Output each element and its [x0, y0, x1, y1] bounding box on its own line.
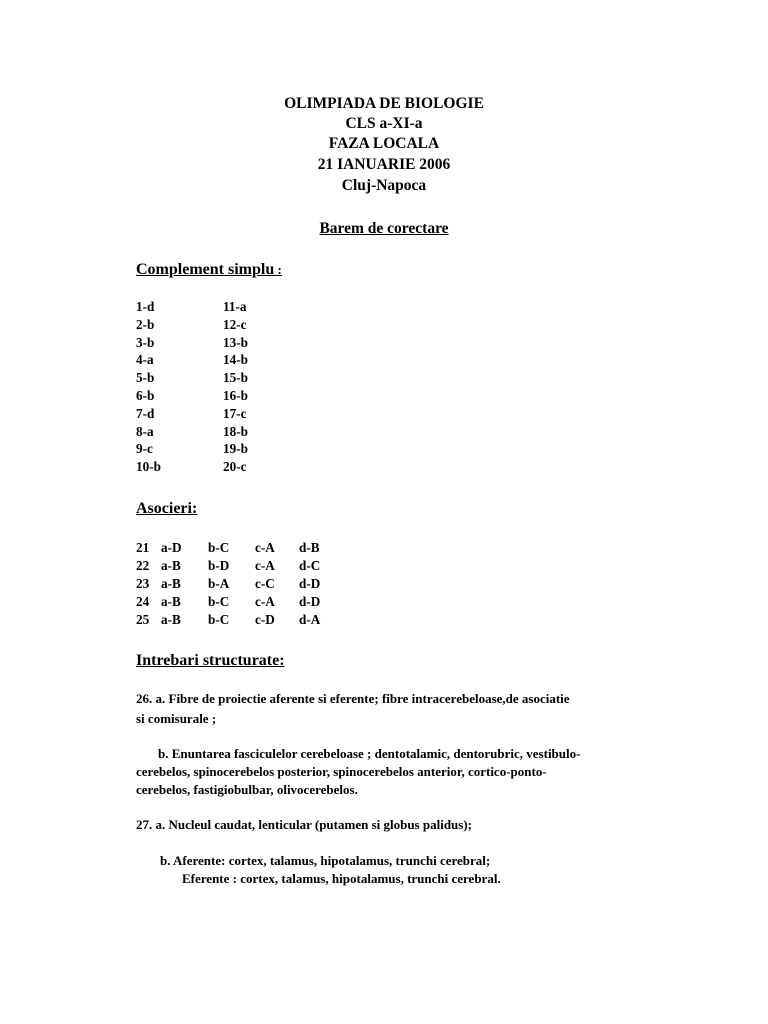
answer-a: a-B [161, 576, 181, 591]
q26b-line3: cerebelos, fastigiobulbar, olivocerebelos. [136, 782, 358, 797]
answer-item: 7-d [136, 405, 155, 421]
answer-item: 19-b [223, 441, 248, 457]
answer-d: d-D [299, 594, 321, 609]
answer-c: c-C [255, 576, 275, 591]
q26b-line2: cerebelos, spinocerebelos posterior, spinocerebelos anterior, cortico-ponto- [136, 764, 547, 779]
q26a-line1: 26. a. Fibre de proiectie aferente si eferente; fibre intracerebeloase,de asociatie [136, 691, 570, 706]
answer-item: 16-b [223, 388, 248, 403]
q26b-line1: b. Enuntarea fasciculelor cerebeloase ; dentotalamic, dentorubric, vestibulo- [158, 746, 581, 761]
answer-d: d-B [299, 540, 320, 555]
answer-a: a-B [161, 558, 181, 573]
answer-item: 1-d [136, 299, 155, 314]
answer-item: 8-a [136, 423, 154, 439]
question-number: 23 [136, 576, 150, 591]
answer-item: 13-b [223, 334, 248, 350]
olympiad-title: OLIMPIADA DE BIOLOGIE [284, 95, 484, 112]
answer-a: a-B [161, 594, 181, 609]
phase-line: FAZA LOCALA [328, 135, 440, 152]
q27b-line2: Eferente : cortex, talamus, hipotalamus, trunchi cerebral. [182, 871, 501, 886]
answer-item: 18-b [223, 423, 248, 439]
answer-item: 14-b [223, 352, 248, 368]
answer-item: 20-c [223, 459, 247, 475]
answer-c: c-A [255, 540, 275, 555]
answer-b: b-C [208, 540, 230, 555]
answer-item: 5-b [136, 370, 155, 386]
answer-b: b-C [208, 612, 230, 627]
answer-item: 12-c [223, 316, 247, 332]
answer-item: 4-a [136, 352, 154, 368]
subtitle: Barem de corectare [319, 220, 449, 237]
answer-item: 15-b [223, 370, 248, 386]
answer-item: 6-b [136, 388, 155, 403]
complement-heading-suffix: : [274, 262, 282, 277]
q27b-line1: b. Aferente: cortex, talamus, hipotalamus, trunchi cerebral; [160, 853, 491, 868]
answer-b: b-D [208, 558, 230, 573]
question-number: 25 [136, 612, 150, 627]
answer-item: 3-b [136, 334, 155, 350]
answer-a: a-D [161, 540, 182, 555]
answer-item: 17-c [223, 405, 247, 421]
answer-item: 9-c [136, 441, 153, 457]
answer-c: c-A [255, 558, 275, 573]
answer-item: 10-b [136, 459, 161, 475]
answer-c: c-A [255, 594, 275, 609]
question-number: 22 [136, 558, 150, 573]
answer-b: b-C [208, 594, 230, 609]
q26a-line2: si comisurale ; [136, 711, 217, 726]
answer-item: 11-a [223, 299, 247, 314]
answer-d: d-A [299, 612, 321, 627]
answer-a: a-B [161, 612, 181, 627]
answer-item: 2-b [136, 316, 155, 332]
complement-heading [136, 261, 282, 279]
answer-d: d-C [299, 558, 321, 573]
asocieri-heading: Asocieri: [136, 500, 198, 517]
answer-d: d-D [299, 576, 321, 591]
q27a-line: 27. a. Nucleul caudat, lenticular (putamen si globus palidus); [136, 817, 473, 832]
structurate-heading: Intrebari structurate: [136, 652, 285, 669]
question-number: 21 [136, 540, 150, 555]
complement-heading-text: Complement simplu [136, 261, 275, 278]
answer-c: c-D [255, 612, 275, 627]
city-line: Cluj-Napoca [341, 177, 427, 194]
question-number: 24 [136, 594, 150, 609]
answer-b: b-A [208, 576, 230, 591]
date-line: 21 IANUARIE 2006 [317, 156, 451, 173]
class-line: CLS a-XI-a [345, 115, 423, 132]
